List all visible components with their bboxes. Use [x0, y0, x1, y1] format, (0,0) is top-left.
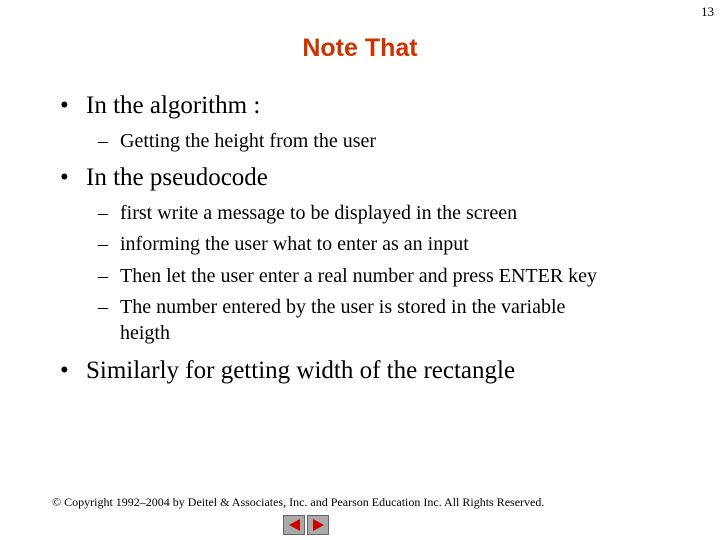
bullet-similarly-width [60, 357, 515, 385]
sub-item-dash: – [98, 296, 108, 318]
bullet-text: In the algorithm : [86, 92, 261, 119]
copyright-notice: © Copyright 1992–2004 by Deitel & Associates, Inc. and Pearson Education Inc. All Rights Reserved. [52, 495, 545, 509]
sub-item-text: The number entered by the user is stored in the variable [120, 296, 566, 318]
sub-item-text: informing the user what to enter as an input [120, 233, 469, 255]
sub-item-stored-variable [98, 294, 566, 320]
sub-item-text: first write a message to be displayed in the screen [120, 202, 518, 224]
sub-item-write-message [98, 200, 518, 226]
sub-item-dash: – [98, 233, 108, 255]
bullet-dot: • [60, 164, 69, 191]
sub-item-enter-number [98, 263, 598, 289]
sub-item-dash: – [98, 130, 108, 152]
sub-item-text: Getting the height from the user [120, 130, 377, 152]
next-slide-button[interactable] [307, 515, 329, 535]
bullet-dot: • [60, 92, 69, 119]
bullet-algorithm [60, 92, 260, 120]
bullet-text: Similarly for getting width of the rectangle [86, 357, 516, 384]
previous-slide-button[interactable] [283, 515, 305, 535]
bullet-dot: • [60, 357, 69, 384]
sub-item-dash: – [98, 265, 108, 287]
sub-item-continuation [120, 320, 170, 346]
bullet-text: In the pseudocode [86, 164, 268, 191]
sub-item-text: Then let the user enter a real number and press ENTER key [120, 265, 598, 287]
previous-arrow-icon [289, 519, 300, 531]
sub-item-informing-user [98, 231, 469, 257]
page-number: 13 [701, 4, 714, 19]
sub-item-getting-height [98, 128, 377, 154]
slide-title: Note That [302, 34, 418, 62]
sub-item-text: heigth [120, 322, 170, 344]
next-arrow-icon [313, 519, 324, 531]
bullet-pseudocode [60, 164, 268, 192]
sub-item-dash: – [98, 202, 108, 224]
